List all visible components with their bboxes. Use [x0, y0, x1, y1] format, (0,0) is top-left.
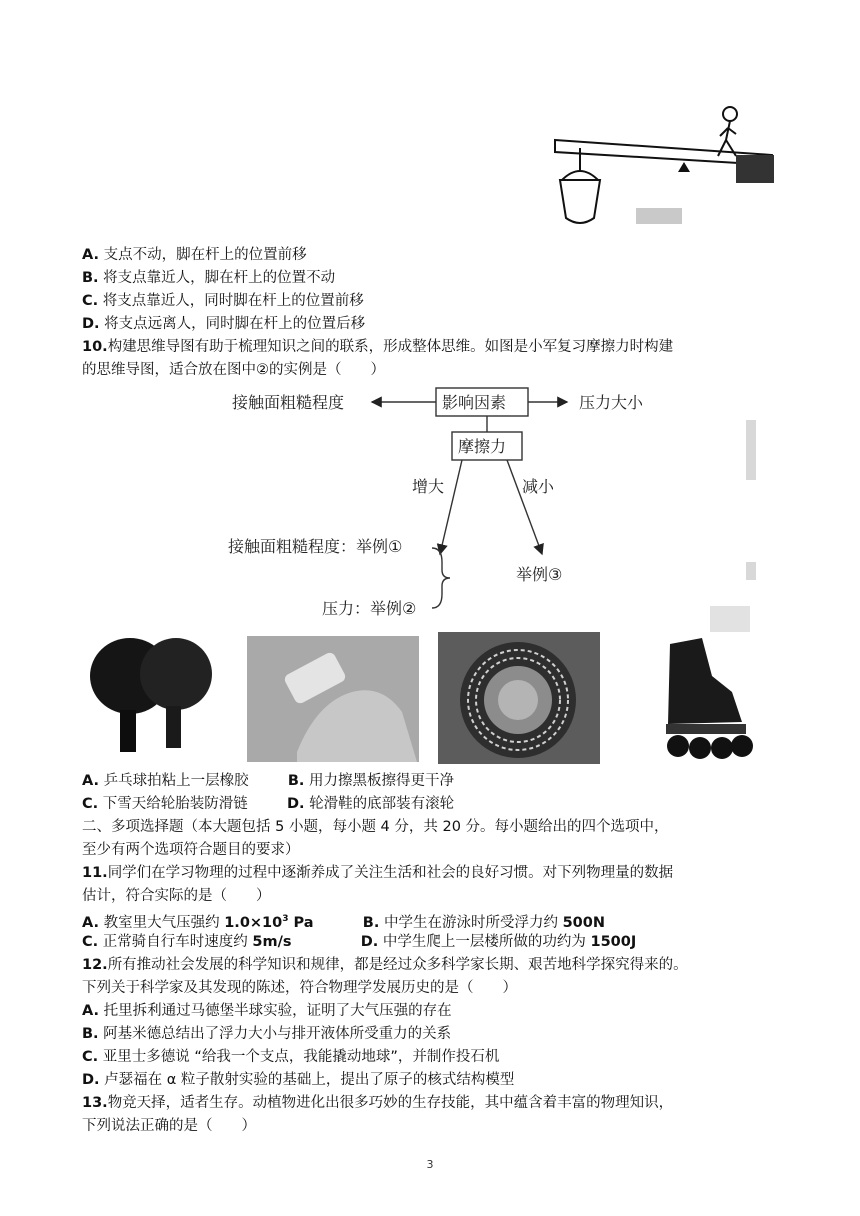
q12-stem-line1: 12.所有推动社会发展的科学知识和规律，都是经过众多科学家长期、艰苦地科学探究得来的。 — [82, 957, 688, 973]
q9-option-c: C. 将支点靠近人，同时脚在杆上的位置前移 — [82, 293, 364, 309]
mm-example3: 举例③ — [516, 565, 563, 584]
mm-roughness: 接触面粗糙程度 — [232, 393, 345, 412]
q10-stem-line1: 10.构建思维导图有助于梳理知识之间的联系，形成整体思维。如图是小军复习摩擦力时构建 — [82, 339, 674, 355]
tire-chain-image — [438, 632, 600, 764]
ping-pong-paddles-image — [90, 638, 212, 752]
q11-stem-line1: 11.同学们在学习物理的过程中逐渐养成了关注生活和社会的良好习惯。对下列物理量的数据 — [82, 865, 674, 881]
mm-pressure-size: 压力大小 — [579, 393, 644, 412]
q10-options-row2: C. 下雪天给轮胎装防滑链 D. 轮滑鞋的底部装有滚轮 — [82, 796, 455, 812]
section2-line2: 至少有两个选项符合题目的要求） — [82, 842, 300, 858]
mm-example2: 压力：举例② — [322, 599, 417, 618]
roller-skate-image — [666, 638, 753, 759]
q12-option-a: A. 托里拆利通过马德堡半球实验，证明了大气压强的存在 — [82, 1003, 452, 1019]
q12-stem-line2: 下列关于科学家及其发现的陈述，符合物理学发展历史的是（ ） — [82, 980, 517, 996]
q12-option-c: C. 亚里士多德说 “给我一个支点，我能撬动地球”，并制作投石机 — [82, 1049, 500, 1065]
page-number: 3 — [426, 1158, 434, 1171]
mm-friction: 摩擦力 — [458, 437, 507, 456]
q9-option-a: A. 支点不动，脚在杆上的位置前移 — [82, 247, 307, 263]
q10-options-row1: A. 乒乓球拍粘上一层橡胶 B. 用力擦黑板擦得更干净 — [82, 773, 454, 789]
q13-stem-line1: 13.物竞天择，适者生存。动植物进化出很多巧妙的生存技能，其中蕴含着丰富的物理知识， — [82, 1095, 674, 1111]
q10-photos — [82, 632, 772, 768]
mm-increase: 增大 — [412, 477, 445, 496]
q9-option-b: B. 将支点靠近人，脚在杆上的位置不动 — [82, 270, 336, 286]
mm-factors: 影响因素 — [442, 393, 507, 412]
blackboard-eraser-image — [247, 636, 419, 762]
q11-options-ab: A. 教室里大气压强约 $1.0\times 10^3$ Pa B. 中学生在游泳时所受浮力约 500N — [82, 914, 605, 931]
mm-decrease: 减小 — [522, 477, 555, 496]
q9-option-d: D. 将支点远离人，同时脚在杆上的位置后移 — [82, 316, 366, 332]
q12-option-b: B. 阿基米德总结出了浮力大小与排开液体所受重力的关系 — [82, 1026, 452, 1042]
q10-stem-line2: 的思维导图，适合放在图中②的实例是（ ） — [82, 362, 385, 378]
q13-stem-line2: 下列说法正确的是（ ） — [82, 1118, 256, 1134]
friction-mind-map — [82, 384, 772, 636]
section2-line1: 二、多项选择题（本大题包括 5 小题，每小题 4 分，共 20 分。每小题给出的四个选项中， — [82, 819, 669, 835]
lever-figure — [550, 100, 780, 230]
mm-example1: 接触面粗糙程度：举例① — [228, 537, 403, 556]
q11-options-cd: C. 正常骑自行车时速度约 5m/s D. 中学生爬上一层楼所做的功约为 1500J — [82, 934, 637, 950]
q11-stem-line2: 估计，符合实际的是（ ） — [82, 888, 271, 904]
q12-option-d: D. 卢瑟福在 α 粒子散射实验的基础上，提出了原子的核式结构模型 — [82, 1072, 515, 1088]
